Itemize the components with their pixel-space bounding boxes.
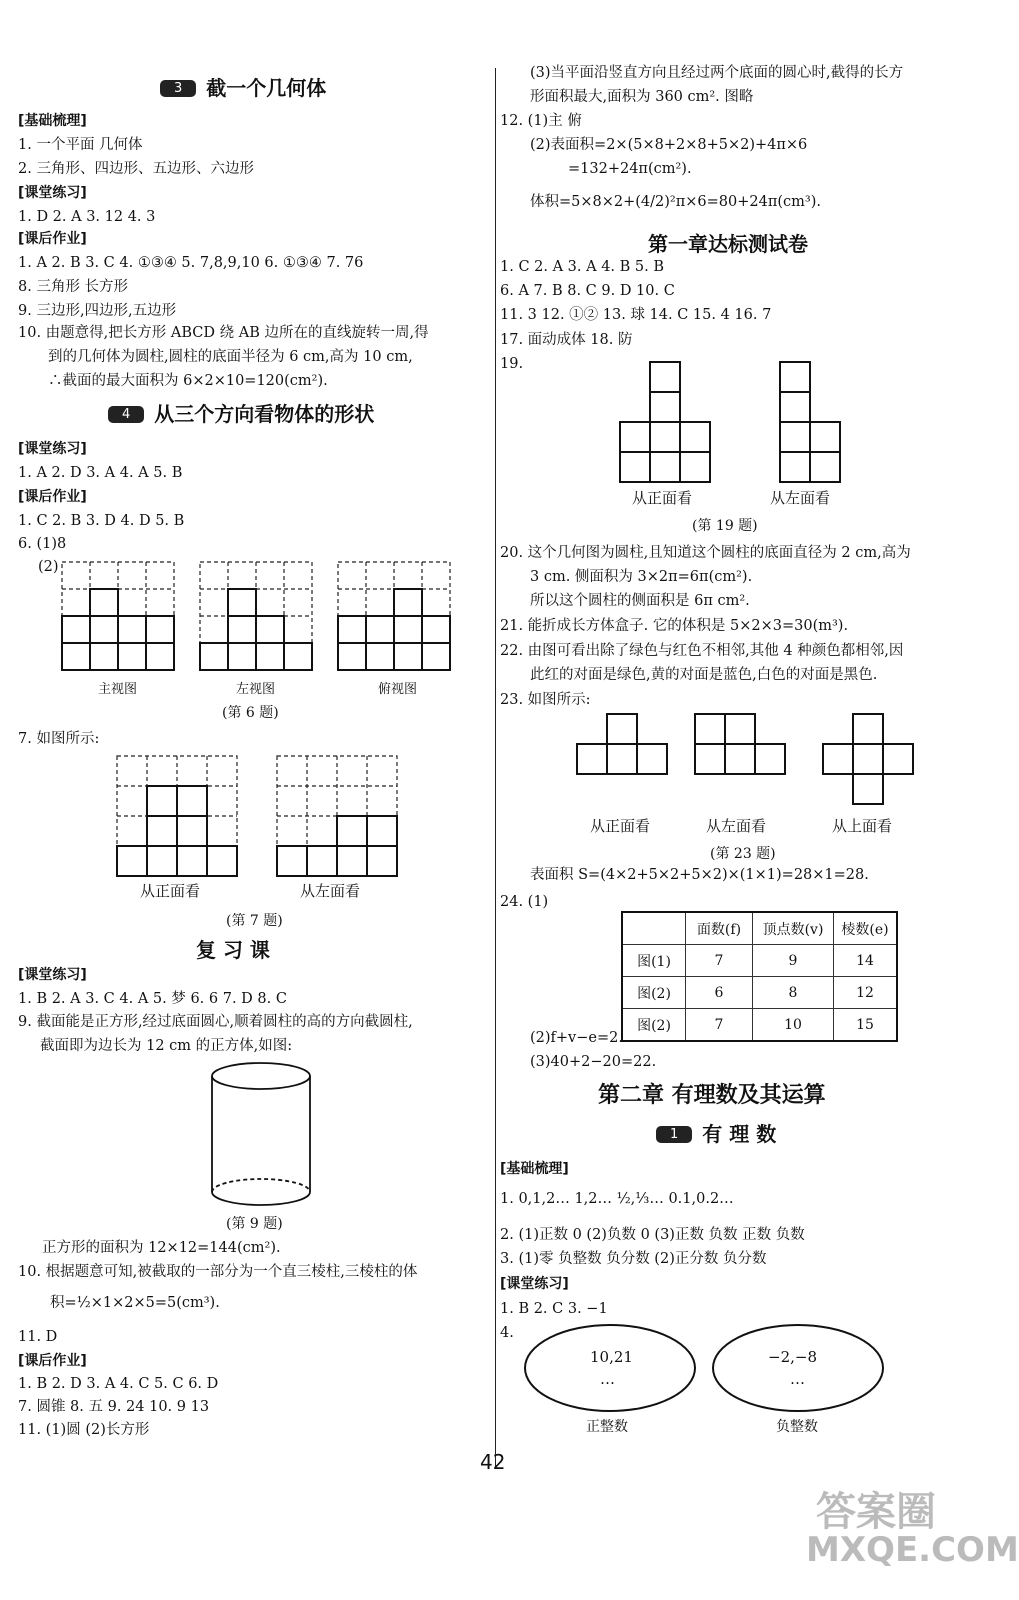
fig19-left-view <box>778 360 846 485</box>
text-line: 2. 三角形、四边形、五边形、六边形 <box>18 161 254 177</box>
text-line: 1. A 2. B 3. C 4. ①③④ 5. 7,8,9,10 6. ①③④ 7. 76 <box>18 255 364 271</box>
tag-basic: [基础梳理] <box>18 113 87 129</box>
text-line: 11. D <box>18 1329 58 1345</box>
set-label: 负整数 <box>776 1419 818 1435</box>
fig7-caption: (第 7 题) <box>226 913 283 929</box>
text-line: 12. (1)主 俯 <box>500 113 582 129</box>
tag-classwork: [课堂练习] <box>500 1276 569 1292</box>
text-line: 17. 面动成体 18. 防 <box>500 332 633 348</box>
table-header-row <box>622 912 897 945</box>
table-cell: 8 <box>753 977 834 1009</box>
fig7-left-grid <box>275 754 401 879</box>
tag-homework: [课后作业] <box>18 231 87 247</box>
text-line: 1. 0,1,2… 1,2… ½,⅓… 0.1,0.2… <box>500 1191 734 1207</box>
fig19-label-left: 从左面看 <box>770 489 831 507</box>
fig23-label-front: 从正面看 <box>590 817 651 835</box>
tag-basic: [基础梳理] <box>500 1161 569 1177</box>
text-line: 7. 圆锥 8. 五 9. 24 10. 9 13 <box>18 1399 210 1415</box>
fig6-label-top: 俯视图 <box>378 682 418 697</box>
text-line: 24. (1) <box>500 894 549 910</box>
tag-classwork: [课堂练习] <box>18 185 87 201</box>
fig7-label-left: 从左面看 <box>300 882 361 900</box>
text-line: ∴截面的最大面积为 6×2×10=120(cm²). <box>48 373 328 389</box>
fig23-caption: (第 23 题) <box>710 846 776 862</box>
text-line: 1. C 2. A 3. A 4. B 5. B <box>500 259 665 275</box>
text-line: 10. 根据题意可知,被截取的一部分为一个直三棱柱,三棱柱的体 <box>18 1264 418 1280</box>
table-cell: 图(2) <box>622 1009 686 1042</box>
text-line: 8. 三角形 长方形 <box>18 279 129 295</box>
text-line: 4. <box>500 1325 514 1341</box>
table-cell: 棱数(e) <box>834 912 898 945</box>
text-line: 积=½×1×2×5=5(cm³). <box>50 1295 220 1311</box>
text-line: 6. A 7. B 8. C 9. D 10. C <box>500 283 675 299</box>
text-line: 表面积 S=(4×2+5×2+5×2)×(1×1)=28×1=28. <box>530 867 869 883</box>
column-divider <box>495 68 496 1468</box>
text-line: (3)当平面沿竖直方向且经过两个底面的圆心时,截得的长方 <box>530 65 904 81</box>
set-values: −2,−8 <box>768 1348 817 1366</box>
fig7-label-front: 从正面看 <box>140 882 201 900</box>
set-values: 10,21 <box>590 1348 633 1366</box>
fig23-label-top: 从上面看 <box>832 817 893 835</box>
text-line: 22. 由图可看出除了绿色与红色不相邻,其他 4 种颜色都相邻,因 <box>500 643 904 659</box>
text-line: 1. B 2. D 3. A 4. C 5. C 6. D <box>18 1376 219 1392</box>
table-cell: 图(1) <box>622 945 686 977</box>
table-cell: 6 <box>686 977 753 1009</box>
text-line: 11. 3 12. ①② 13. 球 14. C 15. 4 16. 7 <box>500 307 772 323</box>
fig6-caption: (第 6 题) <box>222 705 279 721</box>
text-line: =132+24π(cm²). <box>568 161 692 177</box>
section-1-title: 1 有 理 数 <box>656 1118 776 1147</box>
fig6-front-grid <box>60 560 180 675</box>
tag-homework: [课后作业] <box>18 1353 87 1369</box>
tag-classwork: [课堂练习] <box>18 441 87 457</box>
table-cell: 14 <box>834 945 898 977</box>
review-title: 复 习 课 <box>196 938 270 962</box>
test-title: 第一章达标测试卷 <box>648 232 808 256</box>
positive-integer-set-ellipse <box>522 1322 698 1414</box>
table-cell: 9 <box>753 945 834 977</box>
text-line: 1. B 2. C 3. −1 <box>500 1301 608 1317</box>
fig23-label-left: 从左面看 <box>706 817 767 835</box>
set-ellipsis: … <box>790 1370 805 1388</box>
fig19-caption: (第 19 题) <box>692 518 758 534</box>
tag-classwork: [课堂练习] <box>18 967 87 983</box>
text-line: 正方形的面积为 12×12=144(cm²). <box>42 1240 281 1256</box>
fig9-cylinder <box>205 1060 317 1210</box>
text-line: (2) <box>38 559 59 575</box>
section-3-title: 3 截一个几何体 <box>160 72 326 101</box>
section-4-title: 4 从三个方向看物体的形状 <box>108 398 374 427</box>
text-line: 6. (1)8 <box>18 536 67 552</box>
text-line: 1. B 2. A 3. C 4. A 5. 梦 6. 6 7. D 8. C <box>18 991 287 1007</box>
text-line: 11. (1)圆 (2)长方形 <box>18 1422 150 1438</box>
text-line: 2. (1)正数 0 (2)负数 0 (3)正数 负数 正数 负数 <box>500 1227 805 1243</box>
fig9-caption: (第 9 题) <box>226 1216 283 1232</box>
fig6-left-grid <box>198 560 318 675</box>
text-line: 1. 一个平面 几何体 <box>18 137 143 153</box>
watermark-url: MXQE.COM <box>806 1530 1019 1570</box>
negative-integer-set-ellipse <box>710 1322 886 1414</box>
tag-homework: [课后作业] <box>18 489 87 505</box>
text-line: 所以这个圆柱的侧面积是 6π cm². <box>530 593 750 609</box>
text-line: 9. 三边形,四边形,五边形 <box>18 303 177 319</box>
fig23-top-view <box>821 712 915 808</box>
fig6-top-grid <box>336 560 456 675</box>
chapter-2-title: 第二章 有理数及其运算 <box>598 1083 826 1108</box>
text-line: 1. D 2. A 3. 12 4. 3 <box>18 209 156 225</box>
set-ellipsis: … <box>600 1370 615 1388</box>
text-line: 1. C 2. B 3. D 4. D 5. B <box>18 513 185 529</box>
face-vertex-edge-table <box>621 911 898 1042</box>
table-cell <box>622 912 686 945</box>
text-line: 到的几何体为圆柱,圆柱的底面半径为 6 cm,高为 10 cm, <box>48 349 413 365</box>
fig7-front-grid <box>115 754 241 879</box>
fig19-label-front: 从正面看 <box>632 489 693 507</box>
text-line: 1. A 2. D 3. A 4. A 5. B <box>18 465 183 481</box>
table-cell: 12 <box>834 977 898 1009</box>
fig6-label-left: 左视图 <box>236 682 276 697</box>
table-row <box>622 1009 897 1042</box>
text-line: 21. 能折成长方体盒子. 它的体积是 5×2×3=30(m³). <box>500 618 849 634</box>
watermark-logo: 答案圈 <box>816 1489 936 1535</box>
table-cell: 图(2) <box>622 977 686 1009</box>
table-cell: 10 <box>753 1009 834 1042</box>
text-line: 10. 由题意得,把长方形 ABCD 绕 AB 边所在的直线旋转一周,得 <box>18 325 429 341</box>
text-line: 19. <box>500 356 524 372</box>
page-number: 42 <box>480 1450 506 1474</box>
text-line: 3. (1)零 负整数 负分数 (2)正分数 负分数 <box>500 1251 767 1267</box>
table-cell: 7 <box>686 1009 753 1042</box>
table-cell: 15 <box>834 1009 898 1042</box>
text-line: 此红的对面是绿色,黄的对面是蓝色,白色的对面是黑色. <box>530 667 878 683</box>
set-label: 正整数 <box>586 1419 628 1435</box>
text-line: 7. 如图所示: <box>18 731 100 747</box>
table-cell: 7 <box>686 945 753 977</box>
text-line: 形面积最大,面积为 360 cm². 图略 <box>530 89 754 105</box>
text-line: 23. 如图所示: <box>500 692 591 708</box>
table-cell: 面数(f) <box>686 912 753 945</box>
table-row <box>622 977 897 1009</box>
fig23-left-view <box>693 712 787 778</box>
text-line: 9. 截面能是正方形,经过底面圆心,顺着圆柱的高的方向截圆柱, <box>18 1014 413 1030</box>
text-line: 体积=5×8×2+(4/2)²π×6=80+24π(cm³). <box>530 194 821 210</box>
fig23-front-view <box>575 712 669 778</box>
text-line: (2)表面积=2×(5×8+2×8+5×2)+4π×6 <box>530 137 808 153</box>
table-row <box>622 945 897 977</box>
text-line: 截面即为边长为 12 cm 的正方体,如图: <box>40 1038 293 1054</box>
fig19-front-view <box>618 360 716 485</box>
text-line: 20. 这个几何图为圆柱,且知道这个圆柱的底面直径为 2 cm,高为 <box>500 545 911 561</box>
text-line: 3 cm. 侧面积为 3×2π=6π(cm²). <box>530 569 753 585</box>
table-cell: 顶点数(v) <box>753 912 834 945</box>
fig6-label-front: 主视图 <box>98 682 138 697</box>
text-line: (3)40+2−20=22. <box>530 1054 657 1070</box>
text-line: (2)f+v−e=2. <box>530 1030 623 1046</box>
